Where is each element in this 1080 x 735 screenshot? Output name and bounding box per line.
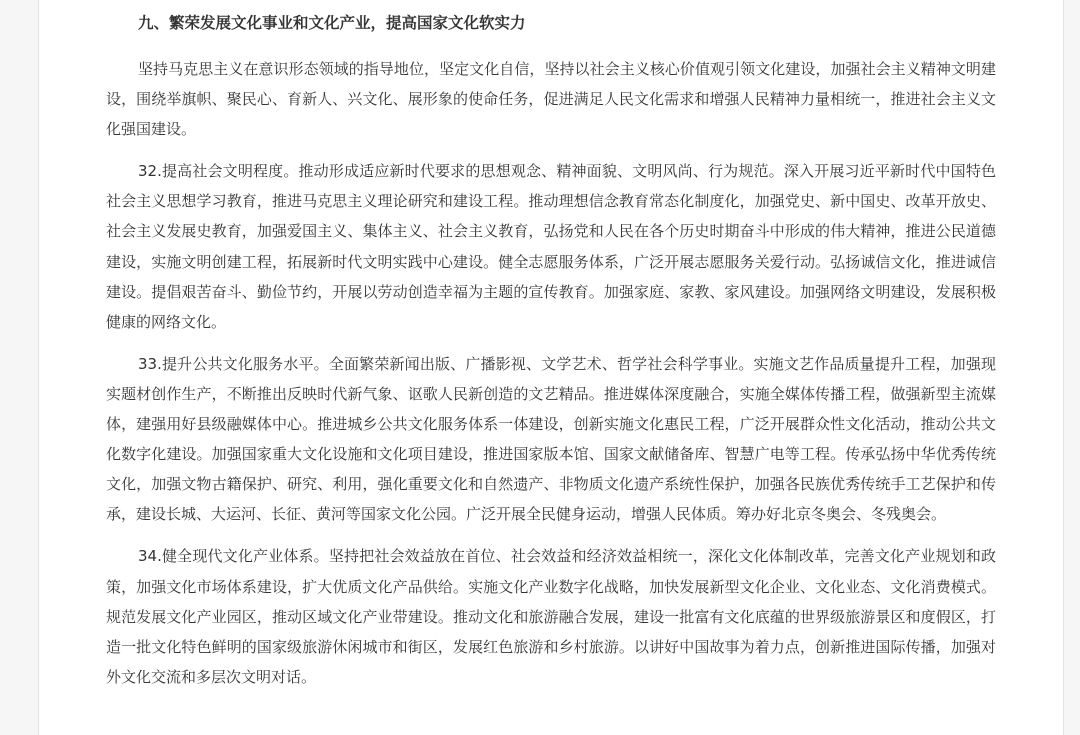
- content-panel: [38, 0, 1064, 735]
- section-heading: 九、繁荣发展文化事业和文化产业，提高国家文化软实力: [138, 14, 526, 32]
- paragraph-33: 33.提升公共文化服务水平。全面繁荣新闻出版、广播影视、文学艺术、哲学社会科学事业。实施文艺作品质量提升工程，加强现实题材创作生产，不断推出反映时代新气象、讴歌人民新创造的文艺精品。推进媒体深度融合，实施全媒体传播工程，做强新型主流媒体，建强用好县级融媒体中心。推进城乡公共文化服务体系一体建设，创新实施文化惠民工程，广泛开展群众性文化活动，推动公共文化数字化建设。加强国家重大文化设施和文化项目建设，推进国家版本馆、国家文献储备库、智慧广电等工程。传承弘扬中华优秀传统文化，加强文物古籍保护、研究、利用，强化重要文化和自然遗产、非物质文化遗产系统性保护，加强各民族优秀传统手工艺保护和传承，建设长城、大运河、长征、黄河等国家文化公园。广泛开展全民健身运动，增强人民体质。筹办好北京冬奥会、冬残奥会。: [106, 354, 996, 524]
- paragraph-34: 34.健全现代文化产业体系。坚持把社会效益放在首位、社会效益和经济效益相统一，深化文化体制改革，完善文化产业规划和政策，加强文化市场体系建设，扩大优质文化产品供给。实施文化产业数字化战略，加快发展新型文化企业、文化业态、文化消费模式。规范发展文化产业园区，推动区域文化产业带建设。推动文化和旅游融合发展，建设一批富有文化底蕴的世界级旅游景区和度假区，打造一批文化特色鲜明的国家级旅游休闲城市和街区，发展红色旅游和乡村旅游。以讲好中国故事为着力点，创新推进国际传播，加强对外文化交流和多层次文明对话。: [106, 547, 996, 686]
- intro-paragraph: 坚持马克思主义在意识形态领域的指导地位，坚定文化自信，坚持以社会主义核心价值观引领文化建设，加强社会主义精神文明建设，围绕举旗帜、聚民心、育新人、兴文化、展形象的使命任务，促进满足人民文化需求和增强人民精神力量相统一，推进社会主义文化强国建设。: [106, 60, 996, 139]
- paragraph-32: 32.提高社会文明程度。推动形成适应新时代要求的思想观念、精神面貌、文明风尚、行为规范。深入开展习近平新时代中国特色社会主义思想学习教育，推进马克思主义理论研究和建设工程。推动理想信念教育常态化制度化，加强党史、新中国史、改革开放史、社会主义发展史教育，加强爱国主义、集体主义、社会主义教育，弘扬党和人民在各个历史时期奋斗中形成的伟大精神，推进公民道德建设，实施文明创建工程，拓展新时代文明实践中心建设。健全志愿服务体系，广泛开展志愿服务关爱行动。弘扬诚信文化，推进诚信建设。提倡艰苦奋斗、勤俭节约，开展以劳动创造幸福为主题的宣传教育。加强家庭、家教、家风建设。加强网络文明建设，发展积极健康的网络文化。: [106, 162, 996, 331]
- article-body: [106, 8, 996, 704]
